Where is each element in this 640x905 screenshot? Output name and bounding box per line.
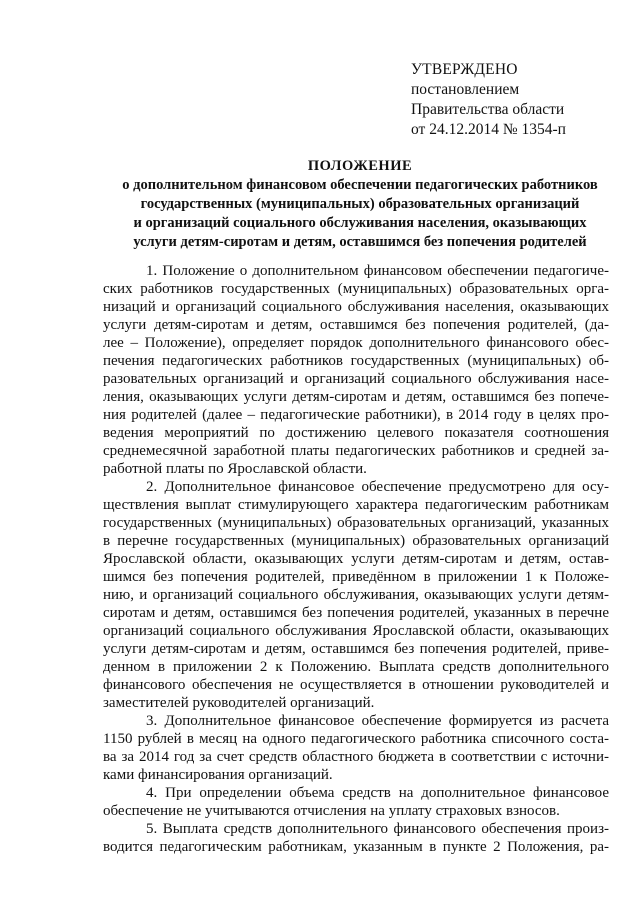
paragraph-5 [103, 820, 609, 856]
paragraph-line: государственных (муниципальных) образовательных организаций, указанных [103, 515, 609, 531]
paragraph-line: в перечне государственных (муниципальных) образовательных организаций [103, 533, 609, 549]
paragraph-line: 1. Положение о дополнительном финансовом обеспечении педагогиче- [146, 263, 609, 279]
paragraph-line: услуги детям-сиротам и детям, оставшимся без попечения родителей, (да- [103, 317, 609, 333]
paragraph-line: сиротам и детям, оставшимся без попечения родителей, указанных в перечне [103, 605, 609, 621]
document-subtitle-line: о дополнительном финансовом обеспечении педагогических работников [122, 177, 598, 193]
paragraph-line: шимся без попечения родителей, приведённом в приложении 1 к Положе- [103, 569, 609, 585]
paragraph-line: 4. При определении объема средств на дополнительное финансовое [146, 785, 609, 801]
paragraph-line: ва за 2014 год за счет средств областного бюджета в соответствии с источни- [103, 749, 609, 765]
paragraph-line: 1150 рублей в месяц на одного педагогического работника списочного соста- [103, 731, 609, 747]
approval-date-number: от 24.12.2014 № 1354-п [411, 121, 566, 138]
paragraph-line: 3. Дополнительное финансовое обеспечение формируется из расчета [146, 713, 609, 729]
paragraph-line: ских работников государственных (муниципальных) образовательных орга- [103, 281, 609, 297]
paragraph-line: лее – Положение), определяет порядок дополнительного финансового обес- [103, 335, 609, 351]
paragraph-line: водится педагогическим работникам, указанным в пункте 2 Положения, ра- [103, 839, 609, 855]
paragraph-line: ществления выплат стимулирующего характера педагогическим работникам [103, 497, 609, 513]
paragraph-line: 2. Дополнительное финансовое обеспечение предусмотрено для осу- [146, 479, 609, 495]
approval-line: Правительства области [411, 101, 565, 118]
paragraph-line: услуги детям-сиротам и детям, оставшимся без попечения родителей, приве- [103, 641, 609, 657]
paragraph-line: Ярославской области, оказывающих услуги детям-сиротам и детям, остав- [103, 551, 609, 567]
paragraph-line: работной платы по Ярославской области. [103, 461, 367, 477]
paragraph-3 [103, 712, 609, 784]
document-subtitle-line: услуги детям-сиротам и детям, оставшимся без попечения родителей [133, 234, 587, 250]
paragraph-line: среднемесячной заработной платы педагогических работников и средней за- [103, 443, 609, 459]
paragraph-2 [103, 478, 609, 712]
document-subtitle-line: и организаций социального обслуживания населения, оказывающих [133, 215, 587, 231]
approval-title: УТВЕРЖДЕНО [411, 61, 518, 78]
paragraph-line: заместителей руководителей организаций. [103, 695, 375, 711]
paragraph-line: разовательных организаций и организаций социального обслуживания насе- [103, 371, 609, 387]
paragraph-line: ведения мероприятий по достижению целевого показателя соотношения [103, 425, 609, 441]
approval-line: постановлением [411, 81, 520, 98]
paragraph-line: 5. Выплата средств дополнительного финансового обеспечения произ- [146, 821, 609, 837]
paragraph-line: финансового обеспечения не осуществляется в отношении руководителей и [103, 677, 609, 693]
approval-stamp [411, 60, 566, 140]
paragraph-line: ния родителей (далее – педагогические работники), в 2014 году в целях про- [103, 407, 609, 423]
paragraph-1 [103, 262, 609, 478]
document-heading: ПОЛОЖЕНИЕ [307, 158, 413, 174]
paragraph-line: ками финансирования организаций. [103, 767, 333, 783]
paragraph-line: организаций социального обслуживания Ярославской области, оказывающих [103, 623, 609, 639]
paragraph-4 [103, 784, 609, 820]
document-subtitle-line: государственных (муниципальных) образовательных организаций [140, 196, 580, 212]
paragraph-line: печения педагогических работников государственных (муниципальных) об- [103, 353, 609, 369]
document-title [80, 157, 640, 252]
document-body [103, 262, 609, 856]
paragraph-line: обеспечение не учитываются отчисления на уплату страховых взносов. [103, 803, 560, 819]
paragraph-line: низаций и организаций социального обслуживания населения, оказывающих [103, 299, 609, 315]
paragraph-line: ления, оказывающих услуги детям-сиротам и детям, оставшимся без попече- [103, 389, 609, 405]
paragraph-line: денном в приложении 2 к Положению. Выплата средств дополнительного [103, 659, 609, 675]
paragraph-line: нию, и организаций социального обслуживания, оказывающих услуги детям- [103, 587, 609, 603]
